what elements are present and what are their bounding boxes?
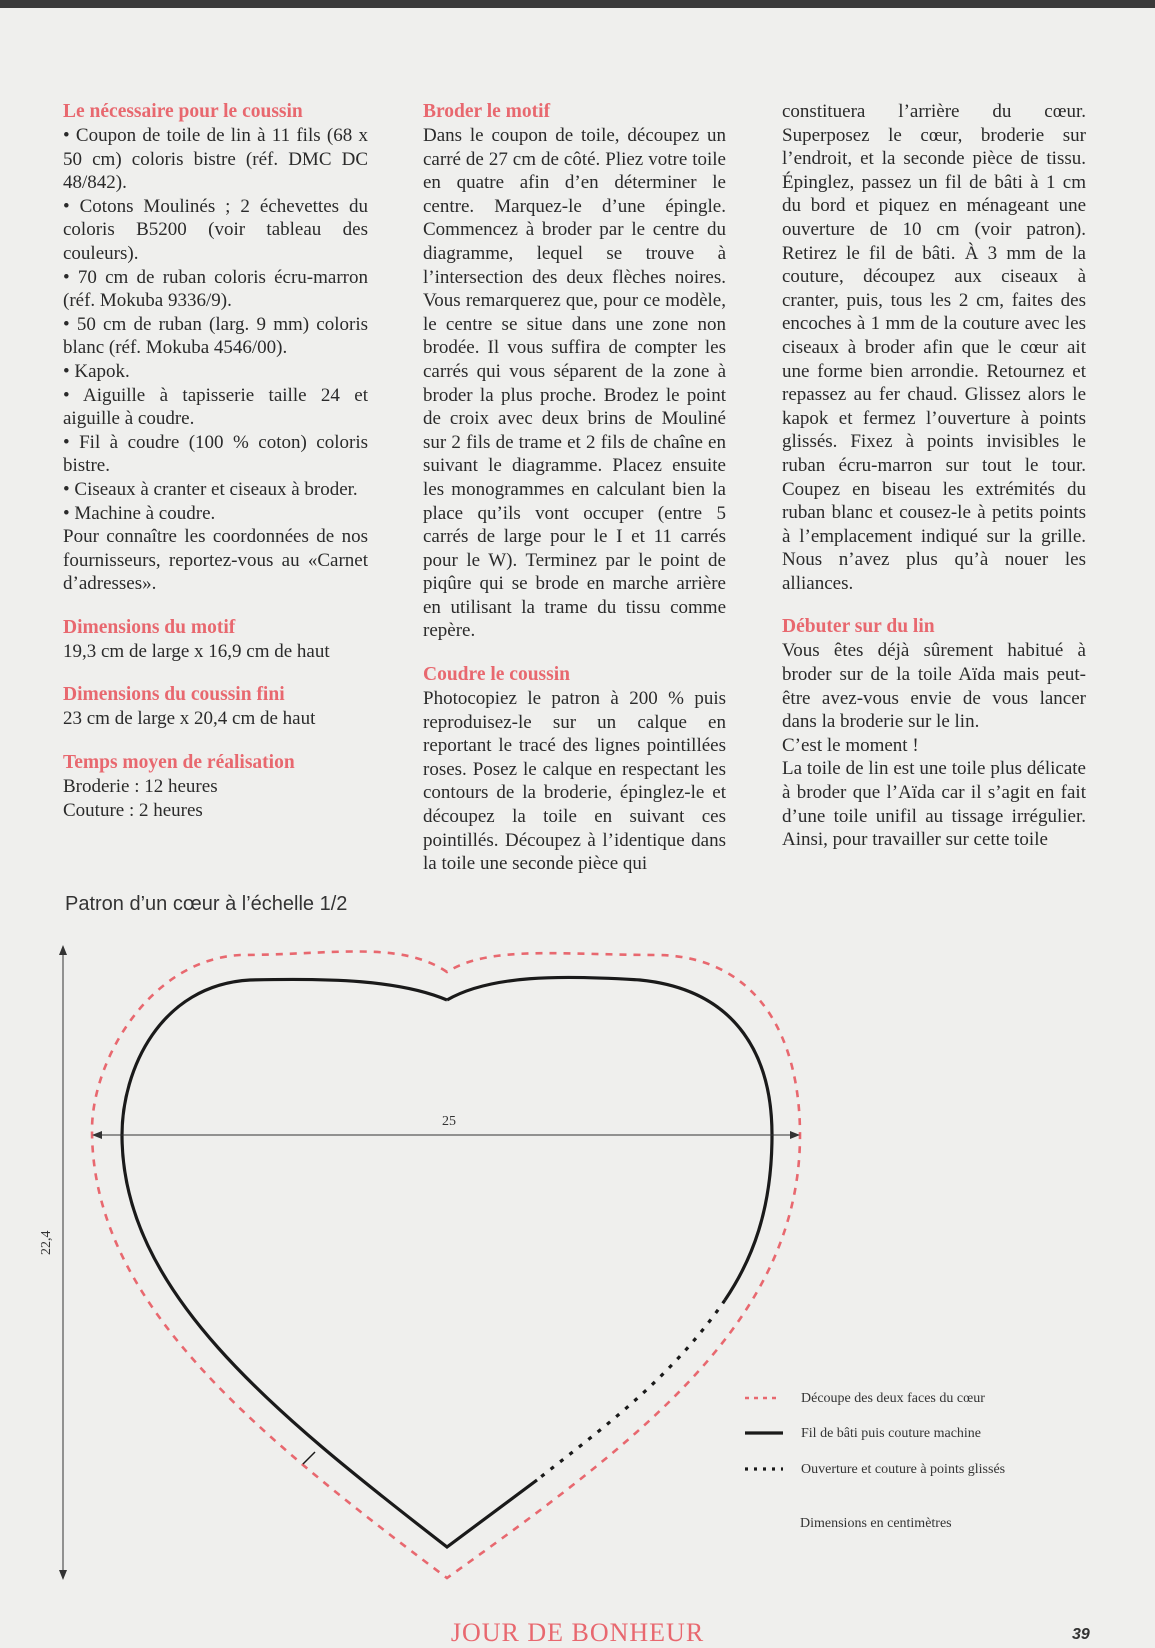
arrow-right-icon <box>790 1131 800 1139</box>
list-item: • Machine à coudre. <box>63 502 216 524</box>
list-item: • Cotons Moulinés ; 2 échevettes du coloris B5200 (voir tableau des couleurs). <box>63 195 368 264</box>
heading-sew: Coudre le coussin <box>423 664 570 686</box>
suppliers-paragraph: Pour connaître les coordonnées de nos fournisseurs, reportez-vous au «Carnet d’adresses». <box>63 526 368 595</box>
list-item: • Coupon de toile de lin à 11 fils (68 x 50 cm) coloris bistre (réf. DMC DC 48/842). <box>63 125 368 194</box>
linen-paragraph-1: Vous êtes déjà sûrement habitué à broder sur de la toile Aïda mais peut-être avez-vous envie de vous lancer dans la broderie sur le lin. <box>782 640 1086 733</box>
linen-paragraph-3: La toile de lin est une toile plus délicate à broder que l’Aïda car il s’agit en fait d’une toile unifil au tissage irrégulier. Ainsi, pour travailler sur cette toile <box>782 758 1086 851</box>
heading-cushion-dimensions: Dimensions du coussin fini <box>63 684 285 706</box>
opening-line <box>537 1300 725 1480</box>
sewing-line <box>122 979 537 1547</box>
linen-paragraph-2: C’est le moment ! <box>782 734 919 756</box>
cut-line <box>92 951 800 1578</box>
heading-embroider: Broder le motif <box>423 101 551 122</box>
heading-motif-dimensions: Dimensions du motif <box>63 616 236 638</box>
heading-time: Temps moyen de réalisation <box>63 752 295 774</box>
embroider-paragraph: Dans le coupon de toile, découpez un carré de 27 cm de côté. Pliez votre toile en quatre afin d’en déterminer le centre. Marquez-le d’une épingle. Commencez à broder par le centre du diagramme, lequel se trouve à l’intersection des deux flèches noires. Vous remarquerez que, pour ce modèle, le centre se situe dans une zone non brodée. Il vous suffira de compter les carrés qui vous séparent de la zone à broder la plus proche. Brodez le point de croix avec deux brins de Mouliné sur 2 fils de trame et 2 fils de chaîne en suivant le diagramme. Placez ensuite les monogrammes en calculant bien la place qu’ils vont occuper (entre 5 carrés de large pour le I et 11 carrés pour le W). Terminez par le point de piqûre qui se brode en marche arrière en utilisant la trame du tissu comme repère. <box>423 125 726 642</box>
sewing-line-right <box>447 977 772 1300</box>
page-number: 39 <box>1072 1626 1090 1643</box>
list-item: • 50 cm de ruban (larg. 9 mm) coloris blanc (réf. Mokuba 4546/00). <box>63 313 368 359</box>
arrow-down-icon <box>59 1570 67 1580</box>
sewing-time: Couture : 2 heures <box>63 799 203 821</box>
list-item: • Fil à coudre (100 % coton) coloris bistre. <box>63 431 368 477</box>
arrow-up-icon <box>59 945 67 955</box>
width-label: 25 <box>442 1114 456 1129</box>
legend-sewing-label: Fil de bâti puis couture machine <box>801 1426 982 1441</box>
legend-opening-label: Ouverture et couture à points glissés <box>801 1462 1006 1477</box>
arrow-left-icon <box>92 1131 102 1139</box>
list-item: • Kapok. <box>63 360 130 382</box>
magazine-section-title: JOUR DE BONHEUR <box>450 1618 705 1647</box>
notch-mark <box>303 1452 315 1464</box>
list-item: • Ciseaux à cranter et ciseaux à broder. <box>63 478 358 500</box>
heading-materials: Le nécessaire pour le coussin <box>63 101 303 122</box>
height-label: 22,4 <box>39 1230 54 1255</box>
motif-dimensions: 19,3 cm de large x 16,9 cm de haut <box>63 640 330 662</box>
list-item: • Aiguille à tapisserie taille 24 et aiguille à coudre. <box>63 384 368 430</box>
embroidery-time: Broderie : 12 heures <box>63 776 218 798</box>
sew-paragraph-continued: constituera l’arrière du cœur. Superposez le cœur, broderie sur l’endroit, et la seconde pièce de tissu. Épinglez, passez un fil de bâti à 1 cm du bord et piquez en ménageant une ouverture de 10 cm (voir patron). Retirez le fil de bâti. À 3 mm de la couture, découpez aux ciseaux à cranter, puis, tous les 2 cm, faites des encoches à 1 mm de la couture avec les ciseaux à broder afin que le cœur ait une forme bien arrondie. Retournez et repassez au fer chaud. Glissez alors le kapok et fermez l’ouverture à points glissés. Fixez à points invisibles le ruban écru-marron sur tout le tour. Coupez en biseau les extrémités du ruban blanc et cousez-le à petits points à l’emplacement indiqué sur la grille. Nous n’avez plus qu’à nouer les alliances. <box>782 101 1086 594</box>
list-item: • 70 cm de ruban coloris écru-marron (réf. Mokuba 9336/9). <box>63 266 368 312</box>
legend-cut-label: Découpe des deux faces du cœur <box>801 1391 985 1406</box>
pattern-title: Patron d’un cœur à l’échelle 1/2 <box>65 893 348 915</box>
heading-linen: Débuter sur du lin <box>782 616 935 638</box>
sew-paragraph: Photocopiez le patron à 200 % puis reproduisez-le sur un calque en reportant le tracé des lignes pointillées roses. Posez le calque en respectant les contours de la broderie, épinglez-le et découpez la toile en suivant ces pointillés. Découpez à l’identique dans la toile une seconde pièce qui <box>423 688 726 875</box>
cushion-dimensions: 23 cm de large x 20,4 cm de haut <box>63 708 316 730</box>
units-note: Dimensions en centimètres <box>800 1516 952 1531</box>
